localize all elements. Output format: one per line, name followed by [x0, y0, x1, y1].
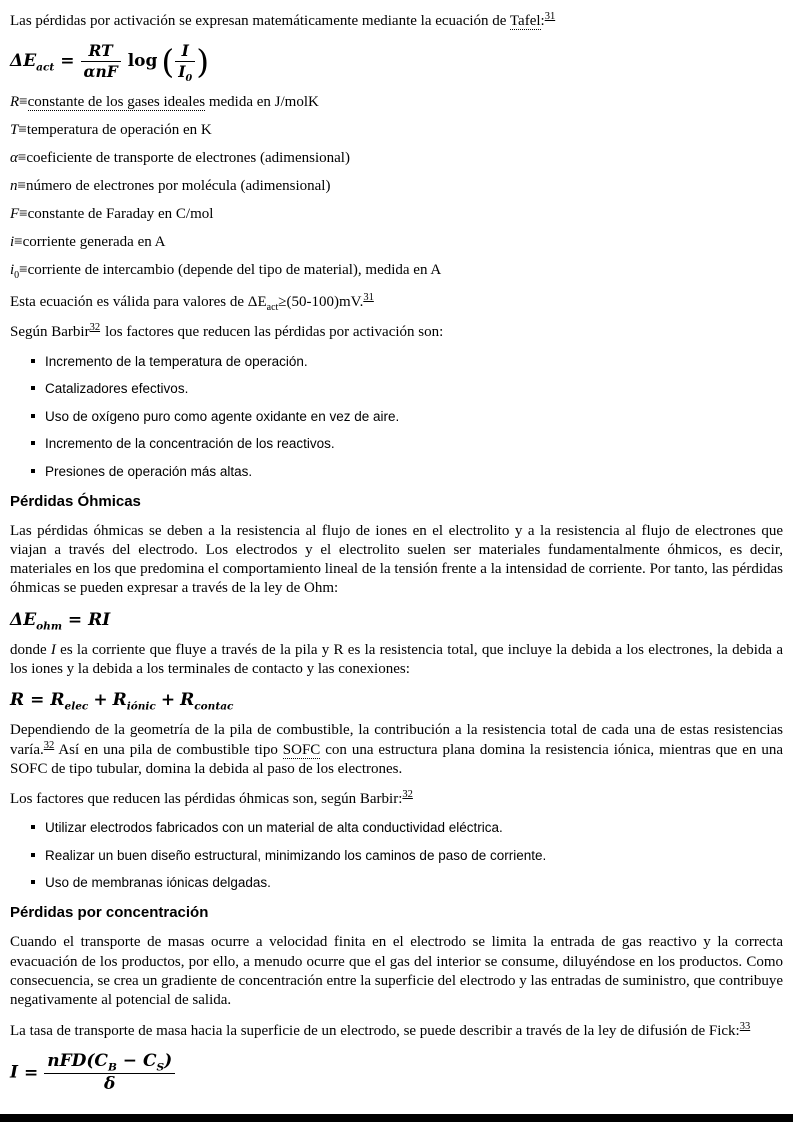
donde-text: donde: [10, 641, 51, 658]
intro-text: Las pérdidas por activación se expresan matemáticamente mediante la ecuación de: [10, 13, 510, 29]
definition-line: [10, 120, 783, 140]
definition-text: medida en J/molK: [205, 93, 319, 110]
definition-text: constante de Faraday en C/mol: [27, 205, 214, 222]
reference-link-33[interactable]: 33: [739, 1020, 751, 1032]
eq-rhs: = RI: [61, 609, 111, 630]
list-item: [31, 354, 783, 369]
list-bullet-icon: [31, 469, 35, 473]
fraction: [81, 42, 121, 81]
ohmic-factors-list: [10, 820, 783, 890]
plus-sign: +: [93, 690, 108, 711]
plus-sign: +: [160, 690, 176, 711]
math-symbol: i: [10, 233, 15, 250]
math-symbol: I: [50, 641, 56, 658]
eq-lhs: R: [10, 690, 25, 711]
math-subscript: contac: [194, 700, 234, 713]
equiv-sign: ≡: [17, 177, 26, 194]
list-item: [31, 464, 783, 479]
section-heading-ohmic: Pérdidas Óhmicas: [10, 492, 141, 510]
factors-text: Los factores que reducen las pérdidas óhmicas son, según Barbir:: [10, 791, 403, 808]
list-item-text: Incremento de la concentración de los reactivos.: [45, 436, 335, 452]
fraction-numerator: RT: [88, 41, 113, 61]
math-subscript: act: [266, 301, 279, 313]
equals-sign: =: [23, 1062, 39, 1083]
bottom-bar: [0, 1114, 793, 1122]
validity-note: [10, 293, 783, 312]
equiv-sign: ≡: [14, 233, 23, 250]
donde-paragraph: [10, 641, 783, 680]
open-paren: (: [161, 41, 175, 81]
definition-line: [10, 232, 783, 252]
log-operator: log: [127, 51, 158, 72]
equiv-sign: ≡: [19, 205, 28, 222]
fraction-denominator: δ: [44, 1073, 175, 1095]
fraction-denominator: αnF: [81, 61, 121, 81]
geometry-text-2: Así en una pila de combustible tipo: [54, 741, 283, 758]
equiv-sign: ≡: [19, 93, 28, 110]
geometry-text-3: con una estructura plana domina la resistencia iónica, mientras que en una SOFC de tipo tubular, domina la debida al paso de los electrones.: [10, 741, 783, 777]
math-subscript: S: [156, 1061, 165, 1074]
activation-factors-list: [10, 354, 783, 479]
ohmic-factors-intro: [10, 790, 783, 809]
intro-paragraph: [10, 12, 783, 31]
fick-equation: [10, 1052, 783, 1094]
eq-lhs: I: [10, 1062, 18, 1083]
barbir-text-2: los factores que reducen las pérdidas por activación son:: [105, 324, 444, 341]
definition-text: número de electrones por molécula (adimensional): [25, 177, 331, 194]
fraction-numerator: I: [181, 41, 189, 61]
definition-line: [10, 92, 783, 112]
eq-lhs: $\Delta E_{act}$: [10, 51, 55, 74]
math-subscript: ohm: [36, 620, 62, 633]
math-subscript: iónic: [126, 700, 156, 713]
list-item: [31, 875, 783, 890]
math-symbol: i: [10, 261, 15, 278]
definition-line: [10, 148, 783, 168]
reference-link-32[interactable]: 32: [43, 739, 55, 751]
list-item-text: Uso de membranas iónicas delgadas.: [45, 875, 271, 891]
list-item: [31, 436, 783, 451]
eq-term: $R_{iónic}$: [112, 690, 156, 713]
definition-text: corriente de intercambio (depende del tipo de material), medida en A: [27, 261, 442, 278]
list-bullet-icon: [31, 359, 35, 363]
list-item: [31, 409, 783, 424]
equiv-sign: ≡: [18, 121, 27, 138]
reference-link-31[interactable]: 31: [544, 11, 556, 22]
fraction: [44, 1052, 175, 1094]
fick-text: La tasa de transporte de masa hacia la superficie de un electrodo, se puede describir a través de la ley de difusión de Fick:: [10, 1022, 740, 1039]
list-item-text: Incremento de la temperatura de operación.: [45, 353, 308, 369]
eq-term: $R_{contac}$: [180, 690, 234, 713]
equiv-sign: ≡: [17, 149, 27, 166]
list-bullet-icon: [31, 414, 35, 418]
fraction: [175, 41, 195, 85]
reference-link-32[interactable]: 32: [89, 322, 101, 334]
fraction-denominator: $I_0$: [175, 61, 195, 81]
sofc-link[interactable]: SOFC: [282, 741, 321, 758]
math-symbol: α: [10, 149, 18, 166]
math-symbol: R: [10, 93, 20, 110]
fick-intro: [10, 1022, 783, 1041]
definition-line: [10, 260, 783, 280]
equiv-sign: ≡: [19, 261, 28, 278]
concentration-paragraph: Cuando el transporte de masas ocurre a velocidad finita en el electrodo se limita la entrada de gas reactivo y la correcta evacuación de los productos, por ello, a menudo ocurre que el gas del interior se consume, diluyéndose en los productos. Como consecuencia, se crea un gradiente de concentración entre la superficie del electrodo y las entradas de suministro, que contribuye negativamente al potencial de salida.: [10, 934, 783, 1009]
list-bullet-icon: [31, 825, 35, 829]
list-item: [31, 820, 783, 835]
donde-text-2: es la corriente que fluye a través de la pila y R es la resistencia total, que incluye la debida a los electrones, la debida a los iones y la debida a los terminales de contacto y las conexiones:: [10, 641, 783, 677]
equals-sign: =: [60, 51, 75, 72]
intro-colon: :: [540, 13, 545, 29]
definition-line: [10, 176, 783, 196]
definition-text: temperatura de operación en K: [26, 121, 212, 138]
term-link[interactable]: constante de los gases ideales: [27, 93, 206, 110]
tafel-link[interactable]: Tafel: [509, 13, 541, 29]
list-item: [31, 381, 783, 396]
math-subscript: 0: [185, 73, 193, 85]
ohmic-paragraph: Las pérdidas óhmicas se deben a la resistencia al flujo de iones en el electrolito y a la resistencia al flujo de electrones que viajan a través del electrodo. Los electrodos y el electrolito suelen ser materiales fundamentalmente óhmicos, es decir, materiales en los que predomina el comportamiento lineal de la tensión frente a la intensidad de corriente. Por tanto, las pérdidas óhmicas se pueden expresar a través de la ley de Ohm:: [10, 522, 783, 597]
barbir-activation-intro: [10, 323, 783, 342]
tafel-equation: [10, 41, 783, 85]
list-item-text: Realizar un buen diseño estructural, minimizando los caminos de paso de corriente.: [45, 847, 547, 863]
list-bullet-icon: [31, 386, 35, 390]
barbir-text: Según Barbir: [10, 324, 90, 341]
equals-sign: =: [30, 690, 45, 711]
list-bullet-icon: [31, 441, 35, 445]
close-paren: ): [196, 41, 210, 81]
validity-text-2: ≥(50-100)mV.: [278, 293, 364, 310]
math-subscript: elec: [64, 700, 89, 713]
section-heading-concentration: Pérdidas por concentración: [10, 904, 209, 922]
list-item: [31, 848, 783, 863]
geometry-text: Dependiendo de la geometría de la pila de combustible, la contribución a la resistencia total de cada una de estas resistencias varía.: [10, 722, 783, 758]
list-item-text: Presiones de operación más altas.: [45, 463, 253, 479]
definition-text: corriente generada en A: [22, 233, 166, 250]
definition-line: [10, 204, 783, 224]
math-subscript: act: [36, 61, 55, 74]
definition-text: coeficiente de transporte de electrones (adimensional): [26, 149, 350, 166]
list-bullet-icon: [31, 880, 35, 884]
eq-term: $R_{elec}$: [50, 690, 89, 713]
validity-text: Esta ecuación es válida para valores de ΔE: [10, 293, 267, 310]
eq-lhs: ΔE: [10, 609, 37, 630]
math-subscript: B: [107, 1061, 117, 1074]
math-subscript: 0: [14, 269, 20, 281]
ohm-equation: [10, 609, 783, 633]
list-item-text: Utilizar electrodos fabricados con un material de alta conductividad eléctrica.: [45, 820, 503, 836]
math-symbol: F: [10, 205, 20, 222]
reference-link-32[interactable]: 32: [402, 789, 413, 801]
list-item-text: Catalizadores efectivos.: [45, 381, 189, 397]
math-symbol: n: [10, 177, 18, 194]
fraction-numerator: $nFD(C_B - C_S)$: [47, 1050, 173, 1074]
geometry-paragraph: [10, 721, 783, 779]
list-item-text: Uso de oxígeno puro como agente oxidante en vez de aire.: [45, 408, 400, 424]
math-symbol: T: [10, 121, 19, 138]
resistance-equation: [10, 690, 783, 713]
list-bullet-icon: [31, 853, 35, 857]
reference-link-31[interactable]: 31: [363, 291, 374, 303]
